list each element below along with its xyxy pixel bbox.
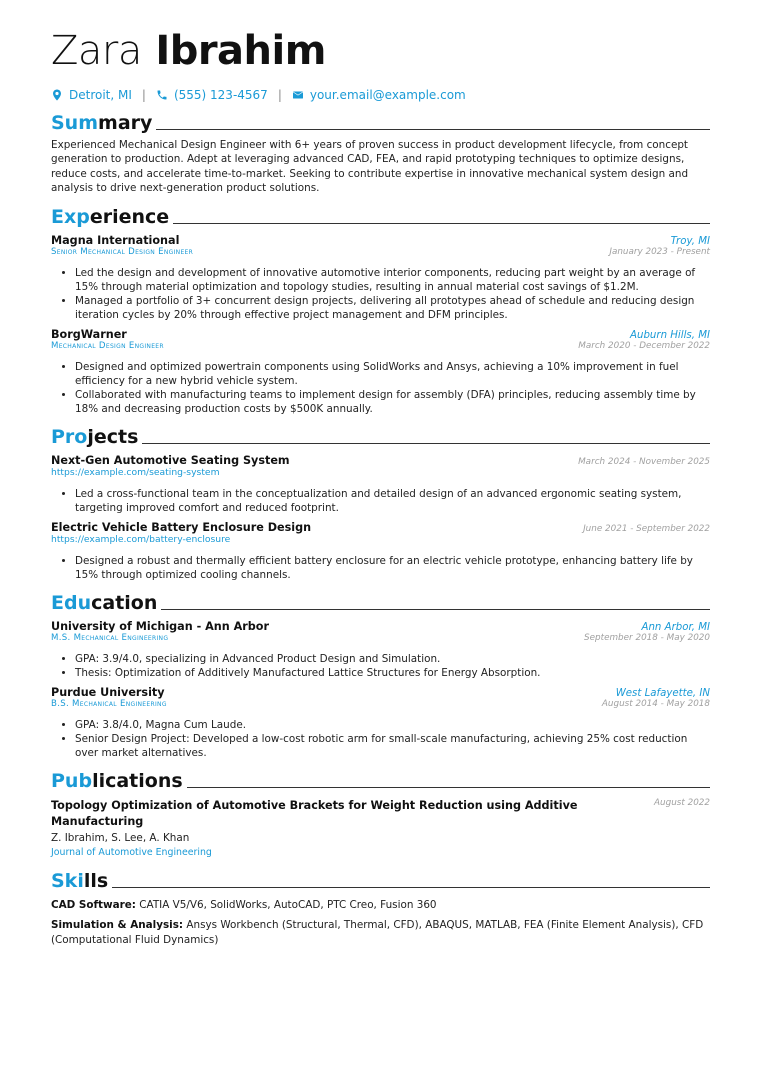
contact-bar — [51, 88, 710, 102]
bullet-item: • GPA: 3.9/4.0, specializing in Advanced Product Design and Simulation. — [75, 652, 710, 666]
first-name: Zara — [51, 28, 142, 74]
project-name: Next-Gen Automotive Seating System — [51, 453, 290, 467]
section-divider — [142, 443, 710, 444]
section-title-summary — [51, 112, 710, 134]
section-title-rest: erience — [89, 205, 170, 228]
job-title: Senior Mechanical Design Engineer — [51, 246, 194, 257]
section-divider — [187, 787, 710, 788]
experience-entry — [51, 328, 710, 416]
phone-text: (555) 123-4567 — [173, 88, 268, 102]
publication-date: August 2022 — [654, 797, 710, 808]
degree-name: B.S. Mechanical Engineering — [51, 698, 167, 709]
bullet-item: • Led the design and development of innovative automotive interior components, reducing part weight by an average of 15% through material optimization and topology studies, resulting in annual material cost savings of $1.2M. — [75, 266, 710, 294]
section-title-accent: Pro — [51, 425, 88, 448]
bullet-list — [51, 718, 710, 760]
bullet-item: • Managed a portfolio of 3+ concurrent design projects, delivering all prototypes ahead of schedule and reducing design iteration cycles by 20% through effective project management and DFM principles. — [75, 294, 710, 322]
section-title-accent: Pub — [51, 769, 93, 792]
bullet-item: • Thesis: Optimization of Additively Manufactured Lattice Structures for Energy Absorption. — [75, 666, 710, 680]
skill-row — [51, 918, 710, 947]
school-location: West Lafayette, IN — [615, 687, 710, 699]
candidate-name — [51, 28, 710, 74]
bullet-list — [51, 266, 710, 322]
employer-name: BorgWarner — [51, 327, 127, 341]
project-dates: March 2024 - November 2025 — [578, 456, 710, 467]
section-title-rest: lications — [92, 769, 183, 792]
envelope-icon — [292, 89, 304, 101]
education-dates: September 2018 - May 2020 — [584, 632, 710, 643]
location-text: Detroit, MI — [69, 88, 132, 102]
bullet-list — [51, 487, 710, 515]
publication-journal: Journal of Automotive Engineering — [51, 846, 212, 858]
phone-icon — [156, 89, 168, 101]
contact-location — [51, 88, 132, 102]
bullet-list — [51, 360, 710, 416]
section-title-rest: mary — [98, 112, 153, 134]
section-title-rest: lls — [83, 869, 109, 892]
project-entry — [51, 521, 710, 582]
publication-entry — [51, 798, 710, 860]
project-link[interactable]: https://example.com/seating-system — [51, 466, 220, 478]
contact-email[interactable] — [292, 88, 466, 102]
summary-text: Experienced Mechanical Design Engineer with 6+ years of proven success in product development lifecycle, from concept generation to production. Adept at leveraging advanced CAD, FEA, and rapid prototyping techniques to optimize designs, reduce costs, and accelerate time-to-market. Seeking to contribute expertise in innovative mechanical system design and analysis to drive next-generation product solutions. — [51, 139, 689, 195]
section-title-accent: Edu — [51, 591, 92, 614]
section-title-accent: Ski — [51, 869, 84, 892]
degree-name: M.S. Mechanical Engineering — [51, 632, 169, 643]
section-divider — [161, 609, 710, 610]
experience-entry — [51, 234, 710, 322]
job-title: Mechanical Design Engineer — [51, 340, 164, 351]
education-dates: August 2014 - May 2018 — [601, 698, 710, 709]
education-entry — [51, 686, 710, 760]
bullet-item: • GPA: 3.8/4.0, Magna Cum Laude. — [75, 718, 710, 732]
skill-value: CATIA V5/V6, SolidWorks, AutoCAD, PTC Creo, Fusion 360 — [139, 898, 437, 911]
publication-authors: Z. Ibrahim, S. Lee, A. Khan — [51, 831, 190, 844]
section-divider — [156, 129, 710, 130]
last-name: Ibrahim — [155, 28, 326, 74]
bullet-list — [51, 652, 710, 680]
project-link[interactable]: https://example.com/battery-enclosure — [51, 533, 231, 545]
email-text: your.email@example.com — [309, 88, 466, 102]
job-location: Auburn Hills, MI — [630, 329, 710, 341]
contact-separator: | — [141, 88, 146, 102]
section-title-rest: jects — [87, 425, 139, 448]
section-divider — [173, 223, 710, 224]
section-title-projects — [51, 426, 710, 448]
job-location: Troy, MI — [670, 235, 710, 247]
section-title-education — [51, 592, 710, 614]
skill-row — [51, 898, 710, 913]
bullet-item: • Designed and optimized powertrain components using SolidWorks and Ansys, achieving a 10% improvement in fuel efficiency for a new hybrid vehicle system. — [75, 360, 710, 388]
education-entry — [51, 620, 710, 680]
bullet-item: • Senior Design Project: Developed a low-cost robotic arm for small-scale manufacturing, achieving 25% cost reduction over market alternatives. — [75, 732, 710, 760]
employer-name: Magna International — [51, 233, 180, 247]
section-title-experience — [51, 206, 710, 228]
skill-label: CAD Software: — [51, 898, 136, 911]
bullet-list — [51, 554, 710, 582]
contact-separator: | — [277, 88, 282, 102]
job-dates: March 2020 - December 2022 — [578, 340, 710, 351]
bullet-item: • Designed a robust and thermally efficient battery enclosure for an electric vehicle prototype, enhancing battery life by 15% through optimized cooling channels. — [75, 554, 710, 582]
school-name: Purdue University — [51, 685, 165, 699]
school-name: University of Michigan - Ann Arbor — [51, 619, 269, 633]
school-location: Ann Arbor, MI — [641, 621, 710, 633]
skill-label: Simulation & Analysis: — [51, 919, 184, 932]
publication-title: Topology Optimization of Automotive Brackets for Weight Reduction using Additive Manufacturing — [51, 798, 578, 828]
job-dates: January 2023 - Present — [609, 246, 710, 257]
skill-value: Ansys Workbench (Structural, Thermal, CFD), ABAQUS, MATLAB, FEA (Finite Element Analysis), CFD (Computational Fluid Dynamics) — [51, 919, 704, 946]
contact-phone[interactable] — [156, 88, 268, 102]
section-divider — [112, 887, 710, 888]
section-title-rest: cation — [91, 591, 158, 614]
section-title-publications — [51, 770, 710, 792]
section-title-accent: Exp — [51, 205, 90, 228]
map-pin-icon — [51, 89, 63, 101]
bullet-item: • Led a cross-functional team in the conceptualization and detailed design of an advanced ergonomic seating system, targeting improved comfort and reduced footprint. — [75, 487, 710, 515]
bullet-item: • Collaborated with manufacturing teams to implement design for assembly (DFA) principles, reducing assembly time by 18% and decreasing production costs by $500K annually. — [75, 388, 710, 416]
project-entry — [51, 454, 710, 515]
project-name: Electric Vehicle Battery Enclosure Design — [51, 520, 312, 534]
section-title-skills — [51, 870, 710, 892]
section-title-accent: Sum — [51, 112, 99, 134]
project-dates: June 2021 - September 2022 — [583, 523, 710, 534]
